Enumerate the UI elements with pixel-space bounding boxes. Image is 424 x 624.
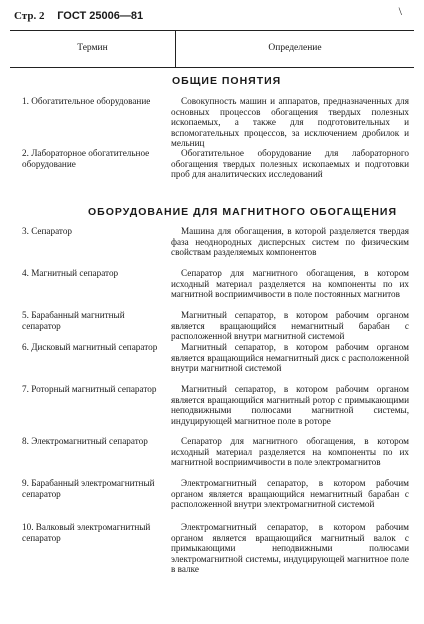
term-item: 2. Лабораторное обогатительное оборудование bbox=[22, 148, 150, 169]
term-item: 8. Электромагнитный сепаратор bbox=[22, 436, 148, 446]
section-title-magnetic: ОБОРУДОВАНИЕ ДЛЯ МАГНИТНОГО ОБОГАЩЕНИЯ bbox=[88, 206, 398, 218]
section-title-general: ОБЩИЕ ПОНЯТИЯ bbox=[172, 75, 282, 87]
term-item: 5. Барабанный магнитный сепаратор bbox=[22, 310, 125, 331]
definition-item: Сепаратор для магнитного обогащения, в котором исходный материал разделяется на компоненты по их магнитной восприимчивости в поле электромагнитов bbox=[171, 436, 409, 467]
term-item: 6. Дисковый магнитный сепаратор bbox=[22, 342, 158, 352]
definition-item: Магнитный сепаратор, в котором рабочим органом является вращающийся немагнитный диск с расположенной внутри магнитной системой bbox=[171, 342, 409, 373]
definition-column-header: Определение bbox=[268, 43, 322, 53]
definition-item: Электромагнитный сепаратор, в котором рабочим органом является вращающийся магнитный валок с примыкающими неподвижными полюсами электромагнитной системы, индуцирующей магнитное поле в валке bbox=[171, 522, 409, 574]
definition-item: Машина для обогащения, в которой разделяется твердая фаза неоднородных дисперсных систем по физическим свойствам разделяемых компонентов bbox=[171, 226, 409, 257]
term-item: 9. Барабанный электромагнитный сепаратор bbox=[22, 478, 155, 499]
standard-number: ГОСТ 25006—81 bbox=[57, 10, 144, 22]
term-item: 7. Роторный магнитный сепаратор bbox=[22, 384, 157, 394]
term-item: 10. Валковый электромагнитный сепаратор bbox=[22, 522, 151, 543]
term-item: 3. Сепаратор bbox=[22, 226, 73, 236]
definition-item: Совокупность машин и аппаратов, предназначенных для основных процессов обогащения твердых полезных ископаемых, а также для подготовительных и вспомогательных процессов, за исключением дробилок и мельниц bbox=[171, 96, 409, 148]
page-header bbox=[14, 10, 143, 22]
definition-item: Магнитный сепаратор, в котором рабочим органом является вращающийся немагнитный барабан с расположенной внутри магнитной системой bbox=[171, 310, 409, 341]
term-item: 1. Обогатительное оборудование bbox=[22, 96, 151, 106]
definition-item: Электромагнитный сепаратор, в котором рабочим органом является вращающийся немагнитный барабан с расположенной внутри электромагнитной системой bbox=[171, 478, 409, 509]
term-item: 4. Магнитный сепаратор bbox=[22, 268, 119, 278]
definition-item: Магнитный сепаратор, в котором рабочим органом является вращающийся магнитный ротор с примыкающими неподвижными полюсами магнитной системы, индуцирующей магнитное поле в роторе bbox=[171, 384, 409, 426]
term-column-header: Термин bbox=[77, 43, 108, 53]
page-number: Стр. 2 bbox=[14, 10, 45, 22]
definition-item: Сепаратор для магнитного обогащения, в котором исходный материал разделяется на компоненты по их магнитной восприимчивости в поле постоянных магнитов bbox=[171, 268, 409, 299]
column-header bbox=[10, 30, 414, 68]
corner-mark: \ bbox=[398, 4, 402, 18]
definition-item: Обогатительное оборудование для лабораторного обогащения твердых полезных ископаемых и подготовки проб для аналитических исследований bbox=[171, 148, 409, 179]
